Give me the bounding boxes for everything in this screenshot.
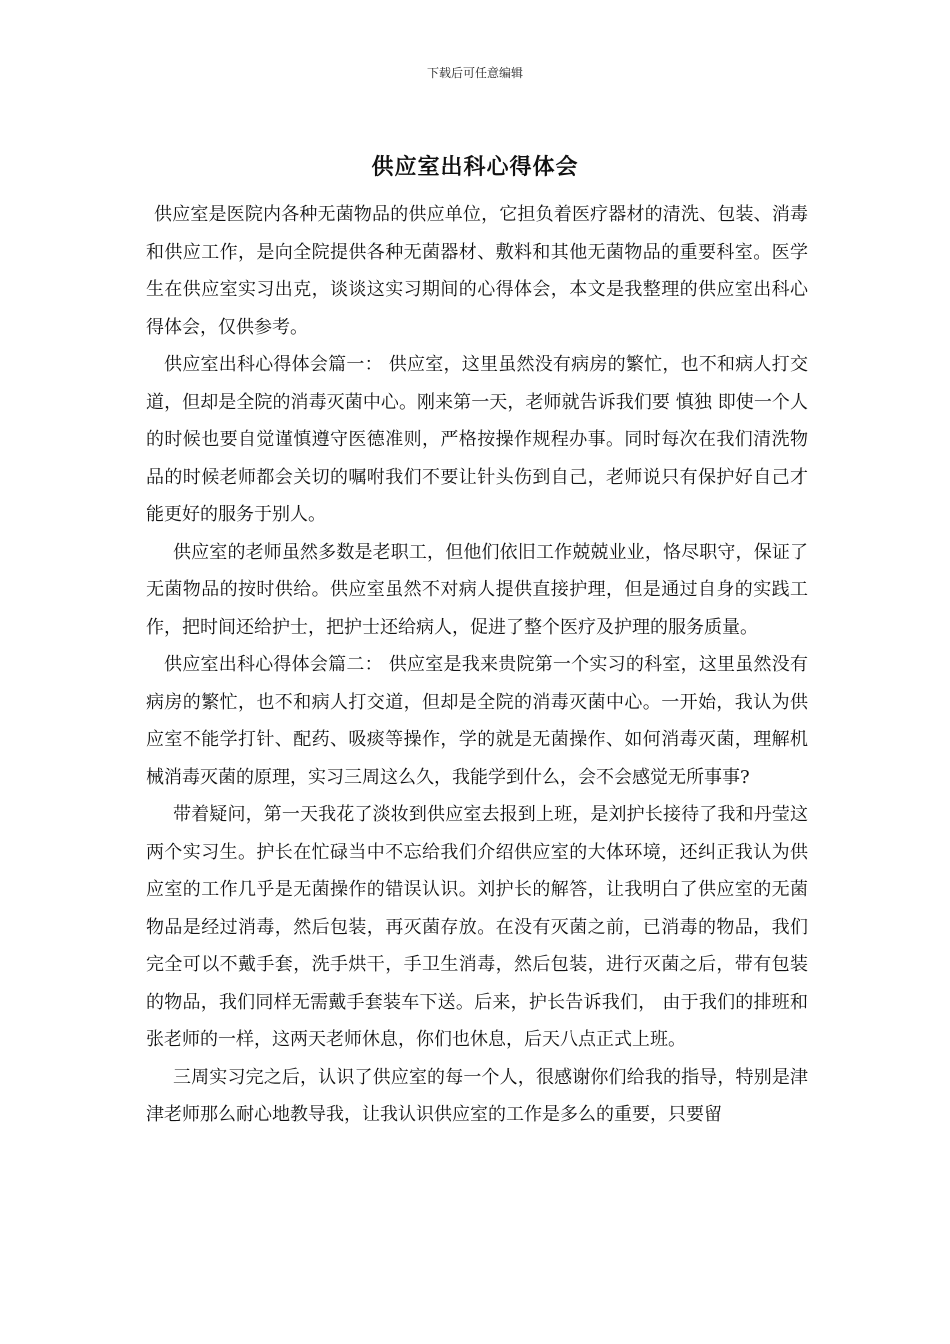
paragraph-part-one: 供应室出科心得体会篇一： 供应室，这里虽然没有病房的繁忙，也不和病人打交道，但却是全院的消毒灭菌中心。刚来第一天，老师就告诉我们要 慎独 即使一个人的时候也要自觉谨慎遵守医德准则，严格按操作规程办事。同时每次在我们清洗物品的时候老师都会关切的嘱咐我们不要让针头伤到自己，老师说只有保护好自己才能更好的服务于别人。: [146, 354, 808, 525]
header-note: 下载后可任意编辑: [426, 66, 523, 80]
paragraph-part-two: 供应室出科心得体会篇二： 供应室是我来贵院第一个实习的科室，这里虽然没有病房的繁忙，也不和病人打交道，但却是全院的消毒灭菌中心。一开始，我认为供应室不能学打针、配药、吸痰等操作，学的就是无菌操作、如何消毒灭菌，理解机械消毒灭菌的原理，实习三周这么久，我能学到什么，会不会感觉无所事事?: [146, 654, 808, 788]
paragraph-teachers: 供应室的老师虽然多数是老职工，但他们依旧工作兢兢业业，恪尽职守，保证了无菌物品的按时供给。供应室虽然不对病人提供直接护理，但是通过自身的实践工作，把时间还给护士，把护士还给病人，促进了整个医疗及护理的服务质量。: [146, 541, 808, 638]
document-body: [146, 196, 808, 1134]
paragraph-first-day: 带着疑问，第一天我花了淡妆到供应室去报到上班，是刘护长接待了我和丹莹这两个实习生。护长在忙碌当中不忘给我们介绍供应室的大体环境，还纠正我认为供应室的工作几乎是无菌操作的错误认识。刘护长的解答，让我明白了供应室的无菌物品是经过消毒，然后包装，再灭菌存放。在没有灭菌之前，已消毒的物品，我们完全可以不戴手套，洗手烘干，手卫生消毒，然后包装，进行灭菌之后，带有包装的物品，我们同样无需戴手套装车下送。后来，护长告诉我们， 由于我们的排班和张老师的一样，这两天老师休息，你们也休息，后天八点正式上班。: [146, 804, 808, 1050]
document-title: 供应室出科心得体会: [371, 154, 579, 180]
paragraph-intro: 供应室是医院内各种无菌物品的供应单位，它担负着医疗器材的清洗、包装、消毒和供应工作，是向全院提供各种无菌器材、敷料和其他无菌物品的重要科室。医学生在供应室实习出克，谈谈这实习期间的心得体会，本文是我整理的供应室出科心得体会，仅供参考。: [146, 204, 808, 338]
paragraph-conclusion: 三周实习完之后，认识了供应室的每一个人，很感谢你们给我的指导，特别是津津老师那么耐心地教导我，让我认识供应室的工作是多么的重要，只要留: [146, 1066, 808, 1125]
